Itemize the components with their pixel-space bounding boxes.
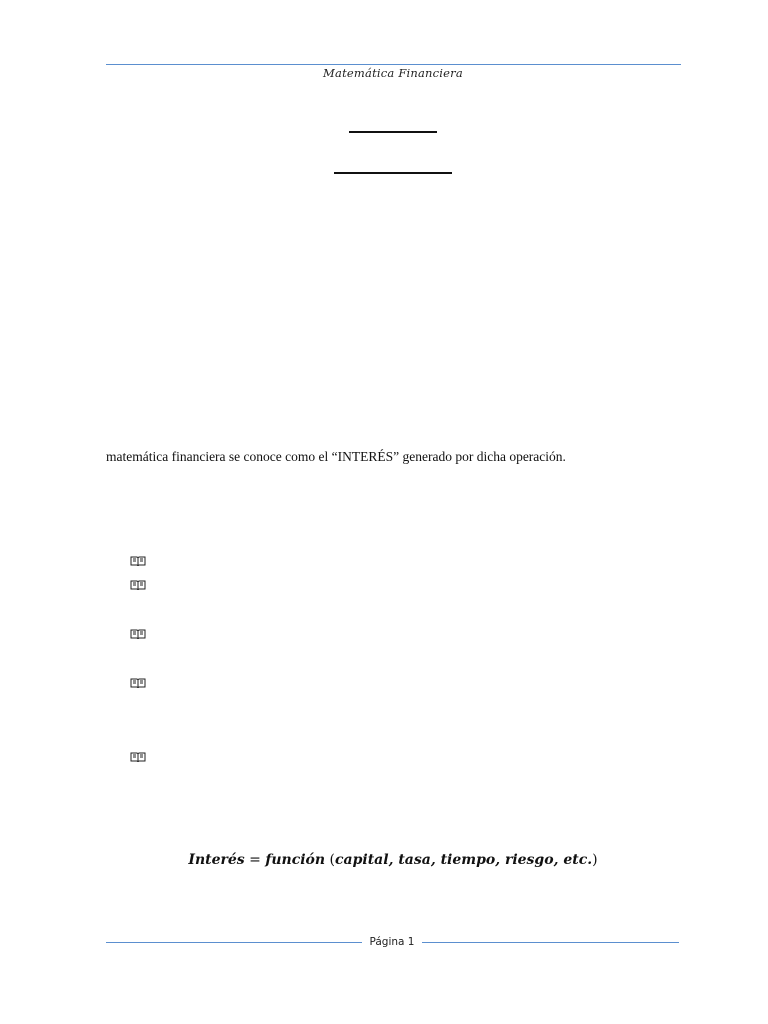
open-book-icon: [130, 677, 146, 689]
equation-comma: ,: [388, 852, 399, 868]
equation-arg: riesgo: [504, 852, 554, 868]
equation-arg: tiempo: [440, 852, 496, 868]
page-number: Página 1: [369, 936, 415, 948]
equation-comma: ,: [553, 852, 564, 868]
equation-open-paren: (: [325, 852, 335, 868]
open-book-icon: [130, 628, 146, 640]
running-header-title: Matemática Financiera: [323, 66, 463, 80]
open-book-icon: [130, 751, 146, 763]
equation-function: función: [265, 852, 326, 868]
footer-rule-right: [422, 942, 679, 943]
open-book-icon: [130, 579, 146, 591]
equation-arg: tasa: [398, 852, 431, 868]
equation-arg: etc.: [563, 852, 593, 868]
interest-equation: [0, 852, 768, 868]
title-underline-1: [349, 131, 437, 133]
equation-arg: capital: [335, 852, 389, 868]
open-book-icon: [130, 555, 146, 567]
footer-rule-left: [106, 942, 362, 943]
equation-lhs: Interés: [188, 852, 245, 868]
equation-close-paren: ): [592, 852, 598, 868]
header-rule: [106, 64, 681, 65]
title-underline-2: [334, 172, 452, 174]
equation-comma: ,: [495, 852, 505, 868]
equation-equals: =: [244, 852, 266, 868]
body-paragraph: matemática financiera se conoce como el “INTERÉS” generado por dicha operación.: [106, 449, 566, 464]
equation-comma: ,: [430, 852, 441, 868]
